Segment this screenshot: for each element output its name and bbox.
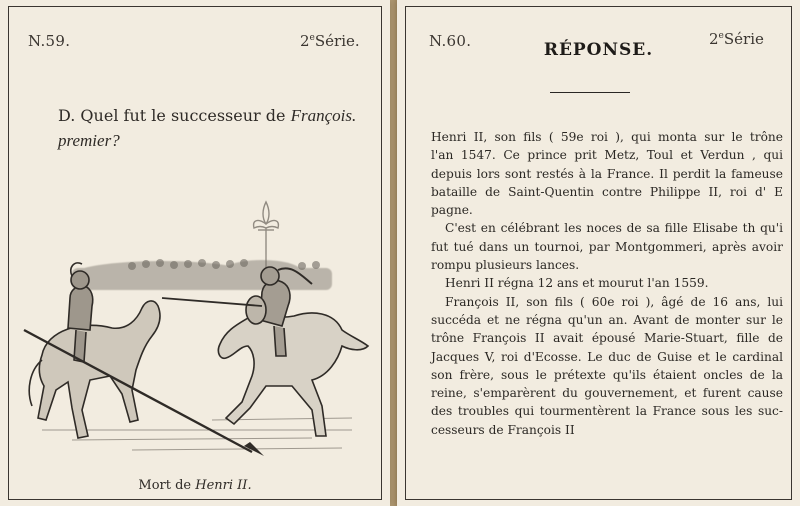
joust-illustration: [12, 180, 382, 470]
title-rule: [550, 92, 630, 93]
illustration-caption: Mort de Henri II.: [138, 478, 252, 493]
card-number: N.59.: [28, 32, 71, 50]
text-line: Henri II régna 12 ans et mourut l'an 1559.: [445, 276, 709, 291]
question-italic: François. premier?: [58, 106, 357, 150]
text-line: son frère, sous le prétexte qu'ils étaient oncles de la: [431, 367, 783, 382]
text-line: l'an 1547. Ce prince prit Metz, Toul et Verdun , qui: [431, 148, 783, 163]
question-text: D. Quel fut le successeur de François. premier?: [58, 106, 357, 150]
text-line: reine, s'emparèrent du gouvernement, et furent cause: [431, 386, 783, 401]
left-horse: [29, 301, 160, 438]
text-line: trône François II avait épousé Marie-Stuart, fille de: [431, 331, 783, 346]
text-line: Henri II, son fils ( 59e roi ), qui monta sur le trône: [431, 130, 783, 144]
text-line: fut tué dans un tournoi, par Montgommeri, après avoir: [431, 239, 783, 254]
text-line: Jacques V, roi d'Ecosse. Le duc de Guise et le cardinal: [431, 349, 783, 364]
text-line: cesseurs de François II: [431, 422, 575, 437]
series-label: 2eSérie.: [300, 32, 360, 50]
text-line: rompu plusieurs lances.: [431, 258, 580, 273]
text-line: bataille de Saint-Quentin contre Philippe II, roi d' E: [431, 184, 783, 199]
text-line: depuis lors sont restés à la France. Il perdit la fameuse: [431, 166, 783, 181]
text-line: succéda et ne régna qu'un an. Avant de monter sur le: [431, 312, 783, 327]
series-label: 2eSérie: [709, 30, 764, 48]
card-number: N.60.: [429, 32, 472, 50]
answer-text: [431, 128, 783, 439]
text-line: des troubles qui tourmentèrent la France sous les suc-: [431, 404, 783, 419]
text-line: pagne.: [431, 203, 473, 218]
text-line: C'est en célébrant les noces de sa fille Elisabe th qu'i: [445, 221, 783, 236]
answer-card: [397, 0, 800, 506]
answer-title: RÉPONSE.: [543, 40, 654, 60]
text-line: François II, son fils ( 60e roi ), âgé de 16 ans, lui: [445, 294, 783, 309]
question-card: [0, 0, 390, 506]
right-horse: [218, 313, 368, 436]
